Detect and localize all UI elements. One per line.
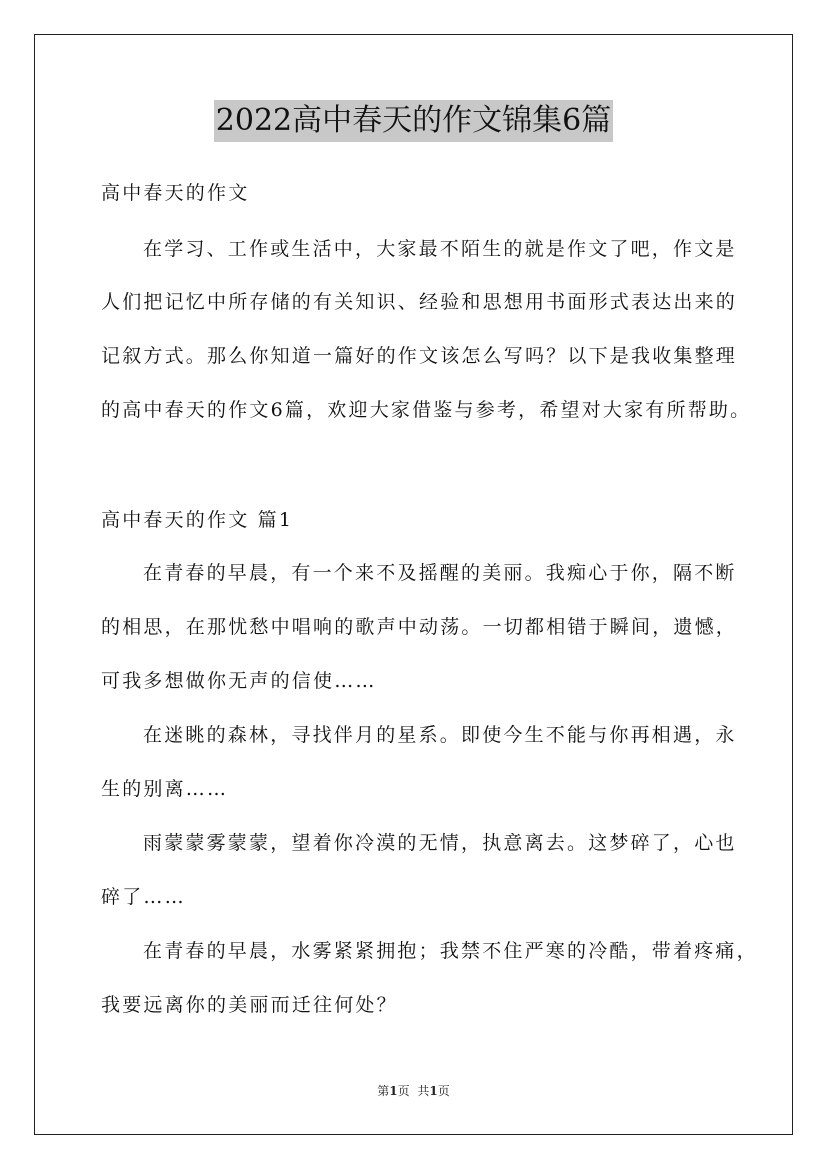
footer-total-number: 1: [429, 1084, 438, 1098]
intro-line-1: 在学习、工作或生活中，大家最不陌生的就是作文了吧，作文是: [143, 238, 737, 260]
para4-line-1: 在青春的早晨，水雾紧紧拥抱；我禁不住严寒的冷酷，带着疼痛，: [143, 940, 758, 962]
intro-line-2: 人们把记忆中所存储的有关知识、经验和思想用书面形式表达出来的: [101, 291, 738, 313]
page-footer: [0, 1083, 827, 1099]
para4-line-2: 我要远离你的美丽而迁往何处？: [101, 994, 398, 1016]
intro-line-4: 的高中春天的作文6篇，欢迎大家借鉴与参考，希望对大家有所帮助。: [101, 399, 752, 421]
section1-heading: 高中春天的作文 篇1: [101, 509, 294, 531]
para2-line-1: 在迷眺的森林，寻找伴月的星系。即使今生不能与你再相遇，永: [143, 724, 737, 746]
para2-line-2: 生的别离……: [101, 778, 229, 800]
footer-page-prefix: 第: [377, 1084, 390, 1098]
footer-total-prefix: 共: [417, 1084, 430, 1098]
para3-line-2: 碎了……: [101, 886, 186, 908]
para1-line-2: 的相思，在那忧愁中唱响的歌声中动荡。一切都相错于瞬间，遗憾，: [101, 616, 738, 638]
para1-line-3: 可我多想做你无声的信使……: [101, 670, 377, 692]
para1-line-1: 在青春的早晨，有一个来不及摇醒的美丽。我痴心于你，隔不断: [143, 562, 737, 584]
title-container: [0, 100, 827, 142]
para3-line-1: 雨蒙蒙雾蒙蒙，望着你冷漠的无情，执意离去。这梦碎了，心也: [143, 832, 737, 854]
footer-page-suffix: 页: [397, 1084, 410, 1098]
footer-page-number: 1: [389, 1084, 398, 1098]
intro-heading: 高中春天的作文: [101, 182, 250, 204]
footer-total-suffix: 页: [437, 1084, 450, 1098]
intro-line-3: 记叙方式。那么你知道一篇好的作文该怎么写吗？以下是我收集整理: [101, 345, 738, 367]
document-title: 2022高中春天的作文锦集6篇: [214, 100, 613, 142]
